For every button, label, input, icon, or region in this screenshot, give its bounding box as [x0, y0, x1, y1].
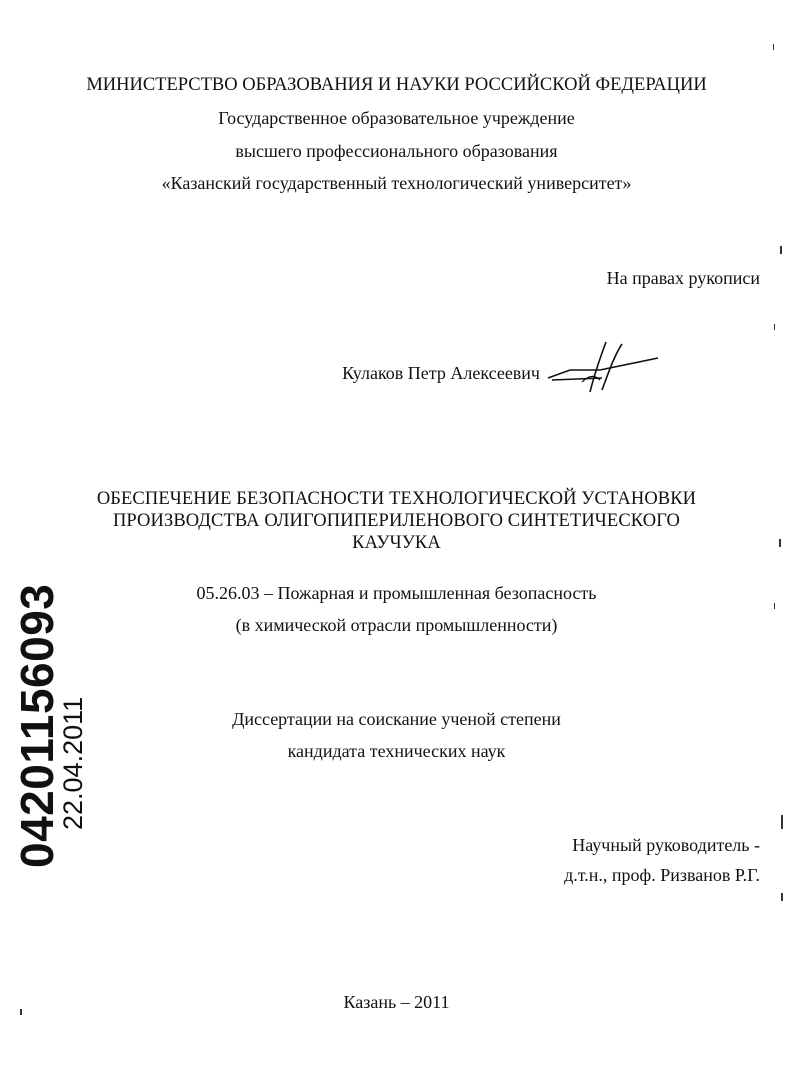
supervisor-name: д.т.н., проф. Ризванов Р.Г. — [564, 865, 760, 885]
scan-mark — [774, 603, 775, 609]
ministry-heading: МИНИСТЕРСТВО ОБРАЗОВАНИЯ И НАУКИ РОССИЙСКОЙ ФЕДЕРАЦИИ — [86, 75, 707, 95]
institution-line-1: Государственное образовательное учреждение — [218, 108, 575, 128]
archive-stamp-number: 04201156093 — [11, 583, 63, 868]
author-signature — [542, 336, 660, 394]
place-year: Казань – 2011 — [343, 992, 450, 1012]
degree-line-1: Диссертации на соискание ученой степени — [232, 709, 561, 729]
author-name: Кулаков Петр Алексеевич — [342, 363, 540, 383]
specialty-note: (в химической отрасли промышленности) — [235, 615, 558, 635]
thesis-title-line-3: КАУЧУКА — [352, 533, 441, 553]
scan-mark — [773, 44, 774, 50]
thesis-title-line-2: ПРОИЗВОДСТВА ОЛИГОПИПЕРИЛЕНОВОГО СИНТЕТИЧЕСКОГО — [112, 511, 681, 531]
archive-stamp-date: 22.04.2011 — [58, 696, 88, 830]
scan-mark — [779, 539, 781, 547]
scan-mark — [781, 893, 783, 901]
scan-mark — [780, 246, 782, 254]
scan-mark — [20, 1009, 22, 1015]
degree-line-2: кандидата технических наук — [287, 741, 506, 761]
manuscript-note: На правах рукописи — [606, 268, 760, 288]
specialty-code: 05.26.03 – Пожарная и промышленная безопасность — [196, 583, 597, 603]
scan-mark — [781, 815, 783, 829]
scan-mark — [774, 324, 775, 330]
institution-line-2: высшего профессионального образования — [235, 141, 558, 161]
thesis-title-line-1: ОБЕСПЕЧЕНИЕ БЕЗОПАСНОСТИ ТЕХНОЛОГИЧЕСКОЙ УСТАНОВКИ — [96, 489, 697, 509]
university-name: «Казанский государственный технологический университет» — [161, 173, 632, 193]
supervisor-label: Научный руководитель - — [572, 835, 760, 855]
